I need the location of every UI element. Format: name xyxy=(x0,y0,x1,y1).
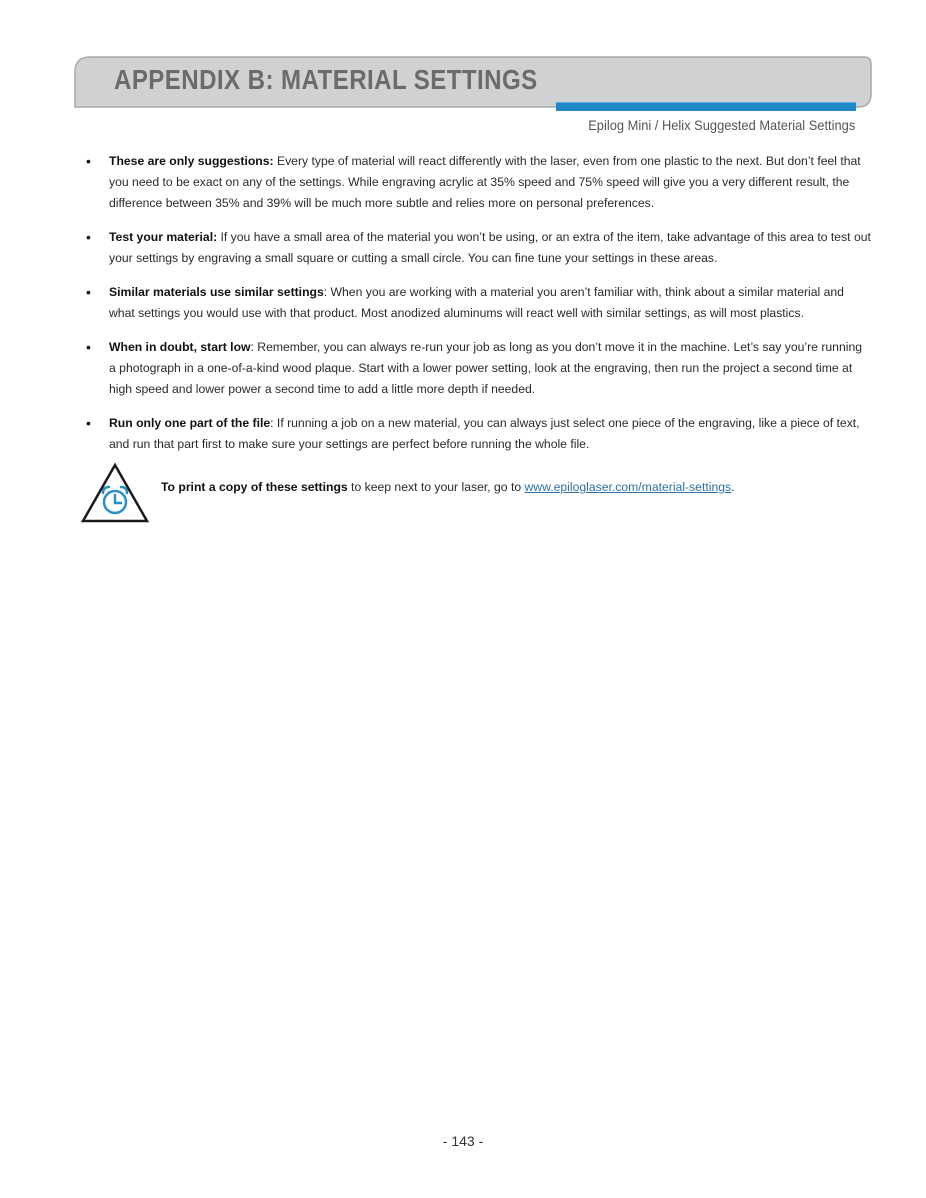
suggestions-list xyxy=(86,151,872,468)
bullet-icon: • xyxy=(86,415,91,431)
list-item xyxy=(86,151,872,214)
material-settings-link[interactable]: www.epiloglaser.com/material-settings xyxy=(524,480,732,494)
note-body: to keep next to your laser, go to xyxy=(347,480,525,494)
bullet-lead: Test your material: xyxy=(109,230,218,244)
bullet-lead: When in doubt, start low xyxy=(109,340,251,354)
list-item xyxy=(86,337,872,400)
bullet-text: : When you are working with a material you aren’t familiar with, think about a similar material and what settings you would use with that product. Most anodized aluminums will react well with similar settings, as will most plastics. xyxy=(109,285,844,320)
section-subtitle: Epilog Mini / Helix Suggested Material Settings xyxy=(587,117,855,133)
note-end: . xyxy=(731,480,735,494)
bullet-lead: Similar materials use similar settings xyxy=(109,285,324,299)
page-number: - 143 - xyxy=(442,1133,484,1149)
clock-warning-icon xyxy=(80,462,150,524)
bullet-text: If you have a small area of the material you won’t be using, or an extra of the item, take advantage of this area to test out your settings by engraving a small square or cutting a small circle. You can fine tune your settings in these areas. xyxy=(109,230,871,265)
bullet-icon: • xyxy=(86,229,91,245)
accent-bar xyxy=(556,102,856,111)
bullet-lead: Run only one part of the file xyxy=(109,416,271,430)
list-item xyxy=(86,282,872,324)
page-title: APPENDIX B: MATERIAL SETTINGS xyxy=(114,64,538,95)
bullet-text: : Remember, you can always re-run your job as long as you don’t move it in the machine. Let’s say you’re running a photograph in a one-of-a-kind wood plaque. Start with a lower power setting, look at the engraving, then run the project a second time at high speed and lower power a second time to add a little more depth if needed. xyxy=(109,340,862,396)
print-settings-note xyxy=(80,462,880,526)
bullet-lead: These are only suggestions: xyxy=(109,154,274,168)
note-text xyxy=(161,480,734,494)
bullet-text: : If running a job on a new material, you can always just select one piece of the engraving, like a piece of text, and run that part first to make sure your settings are perfect before running the whole file. xyxy=(109,416,860,451)
bullet-icon: • xyxy=(86,339,91,355)
note-lead: To print a copy of these settings xyxy=(161,480,348,494)
list-item xyxy=(86,413,872,455)
bullet-icon: • xyxy=(86,284,91,300)
list-item xyxy=(86,227,872,269)
bullet-text: Every type of material will react differently with the laser, even from one plastic to the next. But don’t feel that you need to be exact on any of the settings. While engraving acrylic at 35% speed and 75% speed will give you a very different result, the difference between 35% and 39% will be much more subtle and relies more on personal preferences. xyxy=(109,154,861,210)
bullet-icon: • xyxy=(86,153,91,169)
